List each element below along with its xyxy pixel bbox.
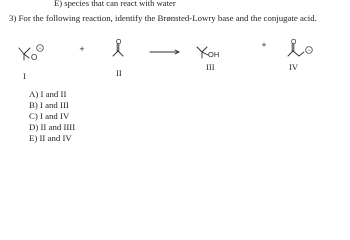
- label-i: I: [23, 71, 26, 81]
- label-ii: II: [116, 68, 122, 78]
- oxygen-label-2: O: [116, 39, 122, 46]
- choice-d[interactable]: D) II and IIII: [29, 122, 76, 132]
- question-text: 3) For the following reaction, identify the Brønsted-Lowry base and the conjugate acid.: [9, 13, 317, 23]
- oxygen-label-4: O: [291, 39, 297, 46]
- oxygen-label-1: O: [31, 53, 38, 62]
- choice-c[interactable]: C) I and IV: [29, 111, 70, 121]
- plus-sign-2: +: [261, 40, 267, 50]
- choice-e[interactable]: E) II and IV: [29, 133, 72, 143]
- previous-choice-text: E) species that can react with water: [54, 0, 176, 8]
- choice-b[interactable]: B) I and III: [29, 100, 69, 110]
- charge-symbol-2: −: [307, 48, 311, 54]
- tert-butanol-structure: [197, 47, 208, 58]
- tert-butoxide-structure: [19, 48, 30, 60]
- choice-a[interactable]: A) I and II: [29, 89, 67, 99]
- label-iii: III: [206, 62, 215, 72]
- label-iv: IV: [289, 62, 299, 72]
- oh-label: OH: [208, 50, 220, 59]
- charge-symbol-1: −: [38, 46, 42, 52]
- plus-sign-1: +: [79, 44, 85, 54]
- answer-choices: [29, 89, 75, 144]
